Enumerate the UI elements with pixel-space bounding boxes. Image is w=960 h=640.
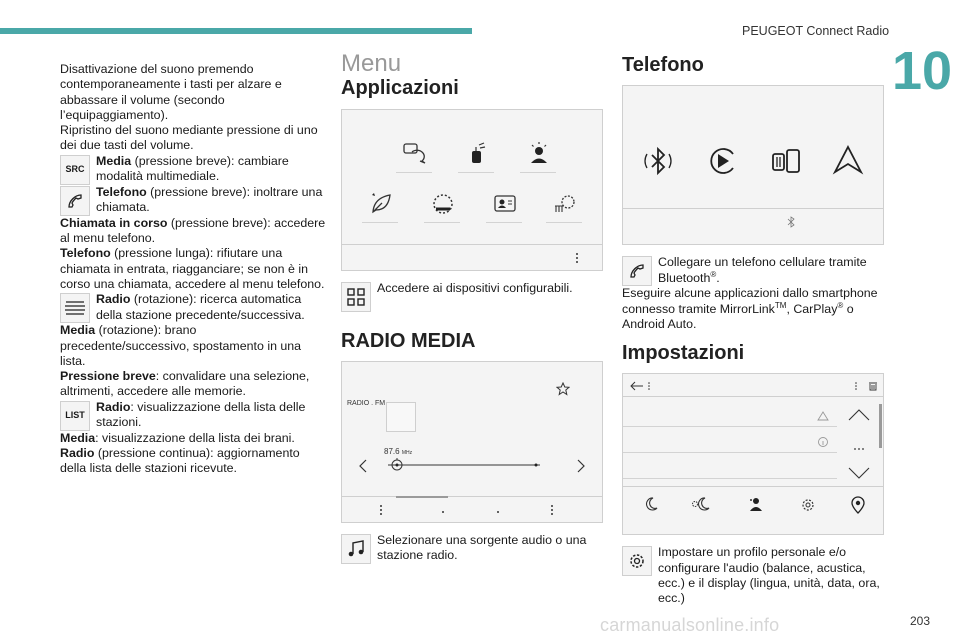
apps-grid-icon (341, 282, 371, 312)
leaf-icon (368, 190, 394, 220)
music-note-icon (341, 534, 371, 564)
media-rotation-label: Media (60, 323, 96, 338)
radio-caption-row (341, 533, 605, 564)
bluetooth-icon (641, 144, 675, 182)
page-number: 203 (910, 614, 931, 628)
call-text: (pressione breve): accedere al menu telefono. (60, 215, 326, 246)
menu-title: Menu (341, 50, 402, 77)
apps-caption: Accedere ai dispositivi configurabili. (377, 280, 573, 295)
climate-settings-icon (552, 190, 578, 220)
album-art-placeholder (386, 402, 416, 432)
day-night-icon (689, 496, 711, 516)
call-paragraph (60, 216, 326, 247)
contact-card-icon (492, 190, 518, 220)
column-phone-settings (622, 56, 886, 607)
list-media-label: Media (60, 430, 96, 445)
user-light-icon (526, 140, 552, 170)
back-arrow-icon (629, 380, 653, 395)
radio-caption: Selezionare una sorgente audio o una stazione radio. (377, 532, 587, 563)
phone-long-text: (pressione lunga): rifiutare una chiamata in entrata, riagganciare; se non è in corso una chiamata, accedere al menu telefono. (60, 246, 325, 291)
media-rotation-paragraph (60, 323, 326, 369)
bluetooth-small-icon (787, 216, 795, 232)
privacy-icon (849, 496, 867, 518)
header-accent-bar (0, 28, 472, 34)
short-press-paragraph (60, 369, 326, 400)
media-label: Media (96, 153, 132, 168)
phone-icon-2 (622, 256, 652, 286)
radio-block (60, 292, 326, 323)
scroll-more-icon[interactable] (853, 440, 865, 455)
apps-text-sup2: ® (837, 300, 844, 310)
radio-band-label: RADIO . FM (347, 399, 386, 407)
call-label: Chiamata in corso (60, 215, 168, 230)
short-press-text: : convalidare una selezione, altrimenti, accedere alle memorie. (60, 369, 310, 399)
settings-screen (622, 373, 884, 535)
profile-icon (747, 496, 763, 516)
phone-long-label: Telefono (60, 246, 111, 261)
radio-text: (rotazione): ricerca automatica della stazione precedente/successiva. (96, 292, 305, 322)
gauge-icon (430, 190, 456, 220)
src-block (60, 154, 326, 185)
fuel-icon (464, 140, 490, 170)
android-auto-icon (831, 144, 865, 182)
phone-long-paragraph (60, 246, 326, 292)
phone-label: Telefono (96, 184, 147, 199)
more-options-icon (574, 252, 580, 268)
bt-caption-end: . (716, 270, 720, 285)
scroll-up-icon[interactable] (847, 408, 871, 426)
list-radio-text: : visualizzazione della lista delle stazioni. (96, 399, 306, 430)
bt-caption-text: Collegare un telefono cellulare tramite Bluetooth (658, 255, 867, 285)
phone-screen (622, 85, 884, 245)
intro-text: Disattivazione del suono premendo contemporaneamente i tasti per alzare e abbassare il volume (secondo l’equipaggiamento). (60, 62, 282, 122)
phone-icon (60, 186, 90, 216)
chat-icon (402, 140, 428, 170)
bt-caption-row (622, 255, 886, 286)
list-radio-long-paragraph (60, 446, 326, 477)
phone-text: (pressione breve): inoltrare una chiamata. (96, 184, 323, 215)
list-radio-label: Radio (96, 399, 131, 414)
media-text: (pressione breve): cambiare modalità multimediale. (96, 153, 289, 184)
night-mode-icon (643, 496, 659, 516)
list-radio-long-text: (pressione continua): aggiornamento della lista delle stazioni ricevute. (60, 446, 300, 476)
phone-block (60, 185, 326, 216)
warning-icon (817, 410, 829, 425)
list-media-paragraph (60, 431, 326, 446)
frequency-unit: MHz (401, 449, 413, 456)
apps-caption-row (341, 281, 605, 312)
apps-screen (341, 109, 603, 271)
settings-title: Impostazioni (622, 342, 745, 365)
phone-title: Telefono (622, 54, 704, 76)
apps-text-b: , CarPlay (786, 301, 838, 316)
apps-title: Applicazioni (341, 77, 459, 100)
smartphone-apps-text (622, 286, 886, 332)
src-icon: SRC (60, 155, 90, 185)
watermark: carmanualsonline.info (600, 615, 780, 635)
carplay-icon (705, 144, 739, 182)
radio-media-title: RADIO MEDIA (341, 329, 476, 352)
list-media-text: : visualizzazione della lista dei brani. (95, 430, 295, 445)
chapter-number: 10 (892, 41, 953, 101)
bt-caption-sup: ® (710, 269, 717, 279)
list-radio-long-label: Radio (60, 446, 95, 461)
thumbwheel-icon (60, 293, 90, 323)
tuning-slider (382, 458, 546, 476)
star-icon (556, 382, 570, 400)
scroll-down-icon[interactable] (847, 466, 871, 484)
apps-text-sup1: TM (774, 300, 787, 310)
restore-text: Ripristino del suono mediante pressione di uno dei due tasti del volume. (60, 123, 318, 153)
media-rotation-text: (rotazione): brano precedente/successivo, spostamento in una lista. (60, 323, 302, 368)
previous-arrow-icon (358, 458, 368, 478)
info-icon (817, 436, 829, 452)
radio-screen (341, 361, 603, 523)
header-title: PEUGEOT Connect Radio (742, 24, 890, 38)
apps-text-c: o Android Auto. (622, 301, 854, 331)
trash-icon (853, 380, 879, 395)
bt-caption (658, 255, 886, 286)
list-icon: LIST (60, 401, 90, 431)
short-press-label: Pressione breve (60, 369, 156, 384)
settings-caption-row (622, 545, 886, 606)
frequency-number: 87.6 (384, 446, 400, 456)
radio-menu-dots (378, 504, 578, 520)
scrollbar[interactable] (879, 404, 882, 448)
settings-caption: Impostare un profilo personale e/o configurare l'audio (balance, acustica, ecc.) e il display (lingua, unità, data, ora, ecc.) (658, 545, 880, 606)
gear-icon (622, 546, 652, 576)
settings-gear-icon (799, 496, 817, 518)
list-block (60, 400, 326, 431)
apps-text-a: Eseguire alcune applicazioni dallo smartphone connesso tramite MirrorLink (622, 286, 878, 316)
radio-label: Radio (96, 292, 131, 307)
next-arrow-icon (576, 458, 586, 478)
column-controls (60, 62, 326, 477)
column-menu (341, 50, 605, 564)
mirrorlink-icon (769, 144, 803, 182)
